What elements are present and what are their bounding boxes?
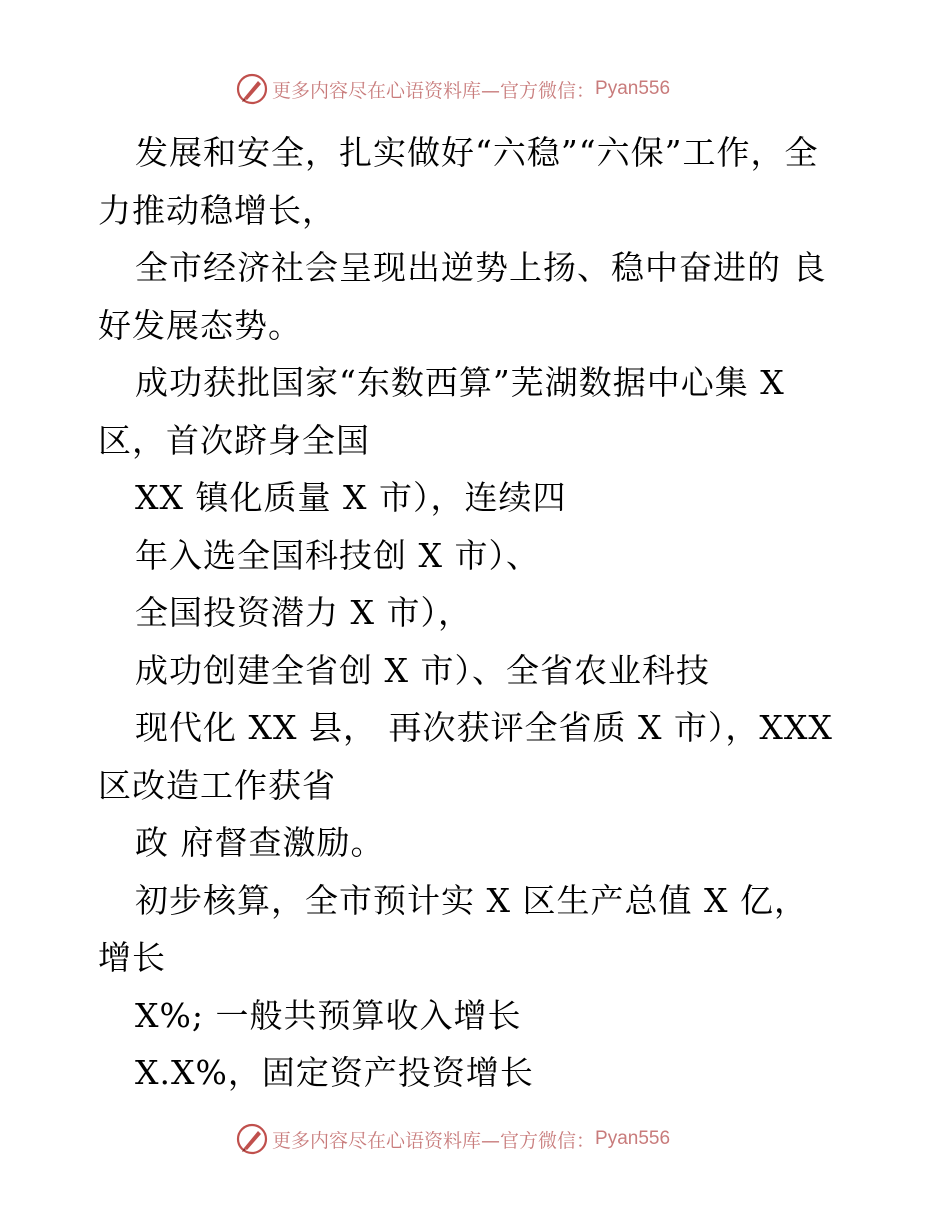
banner-text: 更多内容尽在心语资料库—官方微信： xyxy=(272,1129,596,1152)
paragraph-9: 政 府督查激励。 xyxy=(135,823,385,862)
header-banner xyxy=(236,72,670,106)
banner-wechat-id: Pyan556 xyxy=(595,1128,671,1149)
footer-banner xyxy=(236,1122,670,1156)
banner-wechat-id: Pyan556 xyxy=(595,78,671,99)
paragraph-10: 初步核算，全市预计实 X 区生产总值 X 亿，增长 xyxy=(98,880,808,977)
paragraph-1: 发展和安全，扎实做好“六稳”“六保”工作，全 力推动稳增长， xyxy=(98,133,830,230)
paragraph-8: 现代化 XX 县， 再次获评全省质 X 市），XXX 区改造工作获省 xyxy=(98,708,845,805)
paragraph-11: X%; 一般共预算收入增长 xyxy=(135,995,522,1035)
paragraph-3: 成功获批国家“东数西算”芜湖数据中心集 X 区，首次跻身全国 xyxy=(98,363,797,460)
banner-text: 更多内容尽在心语资料库—官方微信： xyxy=(272,79,596,102)
paragraph-6: 全国投资潜力 X 市）， xyxy=(135,593,472,632)
quill-pen-logo-icon xyxy=(236,1123,268,1155)
quill-pen-logo-icon xyxy=(236,73,268,105)
paragraph-2: 全市经济社会呈现出逆势上扬、稳中奋进的 良好发展态势。 xyxy=(98,248,827,345)
paragraph-5: 年入选全国科技创 X 市）、 xyxy=(135,535,540,575)
paragraph-4: XX 镇化质量 X 市），连续四 xyxy=(135,478,567,517)
paragraph-12: X.X%，固定资产投资增长 xyxy=(135,1053,534,1092)
paragraph-7: 成功创建全省创 X 市）、全省农业科技 xyxy=(135,650,710,690)
document-body xyxy=(98,124,845,1102)
